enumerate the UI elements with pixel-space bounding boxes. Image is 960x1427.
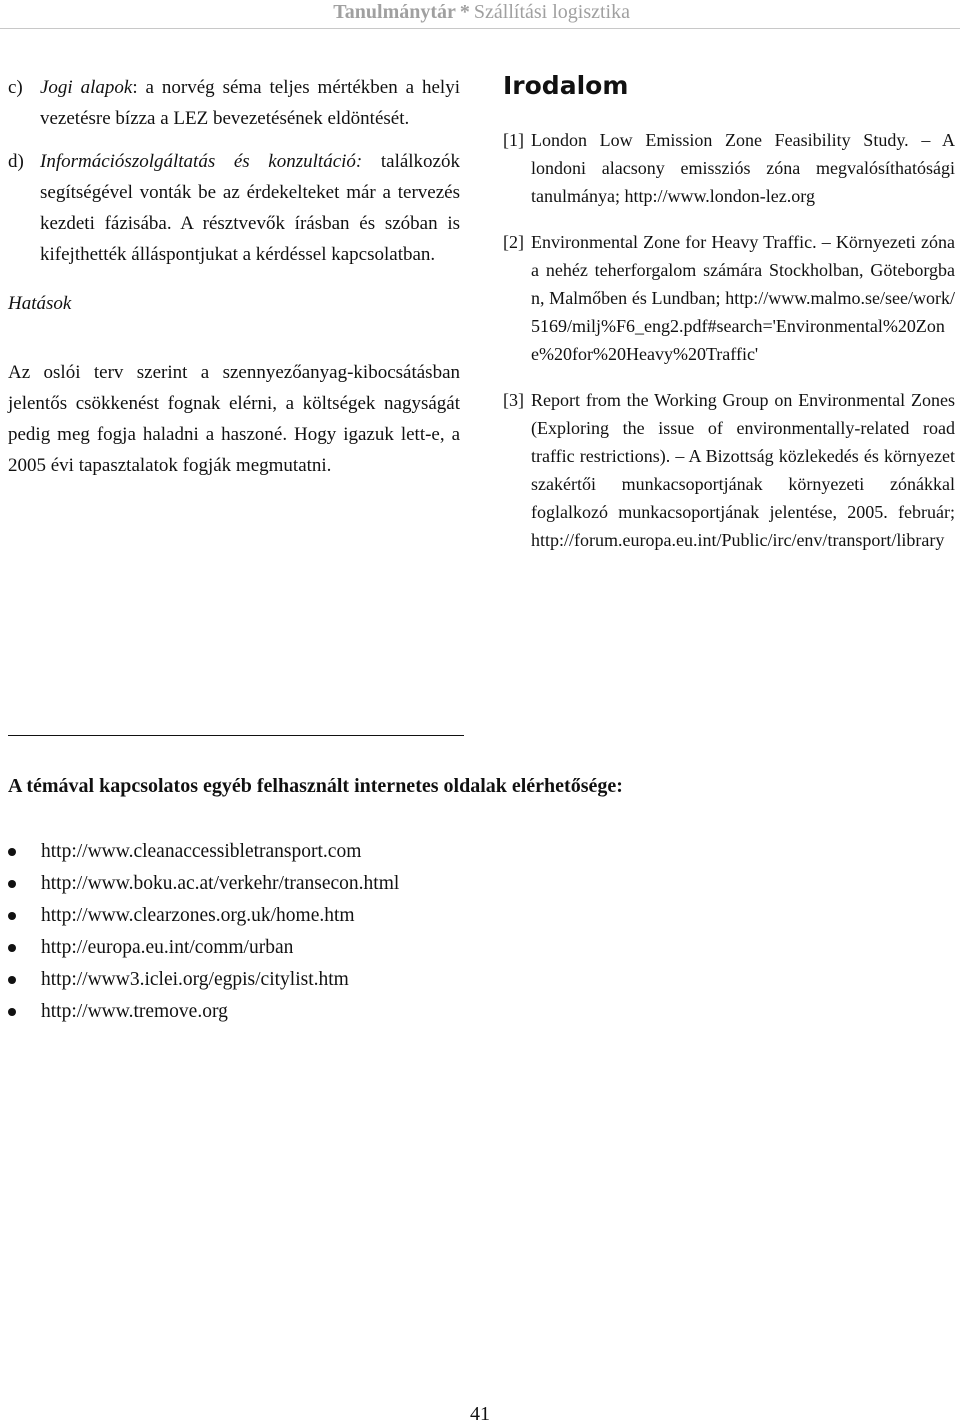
item-body: : a norvég séma teljes mértékben a helyi vezetésre bízza a LEZ bevezetésének eldöntését. <box>40 77 460 129</box>
header-left: Tanulmánytár <box>333 1 456 23</box>
list-item <box>8 996 399 1028</box>
bullet-icon <box>8 976 16 984</box>
reference-number: [3] <box>503 390 524 410</box>
link-text[interactable]: http://www.tremove.org <box>41 1001 228 1022</box>
item-label: c) <box>8 77 23 98</box>
item-title: Jogi alapok <box>40 77 133 98</box>
header-right: Szállítási logisztika <box>473 1 630 23</box>
list-item <box>8 900 399 932</box>
reference-item <box>503 228 955 368</box>
links-list <box>8 836 399 1028</box>
header-separator: * <box>459 1 470 23</box>
links-section-title: A témával kapcsolatos egyéb felhasznált internetes oldalak elérhetősége: <box>8 775 623 797</box>
reference-text: Environmental Zone for Heavy Traffic. – Környezeti zóna a nehéz teherforgalom számára Stockholban, Göteborgban, Malmőben és Lundban; http://www.malmo.se/see/work/5169/milj%F6_eng2.pdf#search='Environmental%20Zone%20for%20Heavy%20Traffic' <box>531 232 955 364</box>
references-title: Irodalom <box>503 71 629 100</box>
bullet-icon <box>8 944 16 952</box>
footnote-divider <box>8 735 464 736</box>
page-header <box>0 0 960 29</box>
page-number: 41 <box>470 1403 490 1425</box>
link-text[interactable]: http://www.cleanaccessibletransport.com <box>41 841 362 862</box>
link-text[interactable]: http://www3.iclei.org/egpis/citylist.htm <box>41 969 349 990</box>
bullet-icon <box>8 880 16 888</box>
bullet-icon <box>8 912 16 920</box>
item-label: d) <box>8 151 24 172</box>
link-text[interactable]: http://www.boku.ac.at/verkehr/transecon.html <box>41 873 400 894</box>
item-body: találkozók segítségével vonták be az érdekelteket már a tervezés kezdeti fázisába. A résztvevők írásban és szóban is kifejthették álláspontjukat a kérdéssel kapcsolatban. <box>40 151 460 265</box>
item-text <box>40 72 460 134</box>
reference-text: Report from the Working Group on Environmental Zones (Exploring the issue of environmentally-related road traffic restrictions). – A Bizottság közlekedés és környezet szakértői munkacsoportjának környezeti zónákkal foglalkozó munkacsoportjának jelentése, 2005. február; http://forum.europa.eu.int/Public/irc/env/transport/library <box>531 390 955 550</box>
list-item-c <box>8 72 460 134</box>
left-column <box>8 72 460 481</box>
item-title: Információszolgáltatás és konzultáció: <box>40 151 363 172</box>
body-paragraph: Az oslói terv szerint a szennyezőanyag-kibocsátásban jelentős csökkenést fognak elérni, a költségek nagyságát pedig meg fogja haladni a haszoné. Hogy igazuk lett-e, a 2005 évi tapasztalatok fogják megmutatni. <box>8 362 460 476</box>
link-text[interactable]: http://www.clearzones.org.uk/home.htm <box>41 905 355 926</box>
bullet-icon <box>8 848 16 856</box>
list-item <box>8 964 399 996</box>
list-item-d <box>8 146 460 270</box>
right-column <box>503 70 955 572</box>
reference-number: [2] <box>503 232 524 252</box>
reference-number: [1] <box>503 130 524 150</box>
bullet-icon <box>8 1008 16 1016</box>
item-text <box>40 146 460 270</box>
reference-item <box>503 386 955 554</box>
list-item <box>8 868 399 900</box>
list-item <box>8 836 399 868</box>
section-heading: Hatások <box>8 293 72 314</box>
header-title <box>333 0 630 24</box>
link-text[interactable]: http://europa.eu.int/comm/urban <box>41 937 294 958</box>
reference-text: London Low Emission Zone Feasibility Study. – A londoni alacsony emissziós zóna megvalósíthatósági tanulmánya; http://www.london-lez.org <box>531 130 955 206</box>
list-item <box>8 932 399 964</box>
reference-item <box>503 126 955 210</box>
